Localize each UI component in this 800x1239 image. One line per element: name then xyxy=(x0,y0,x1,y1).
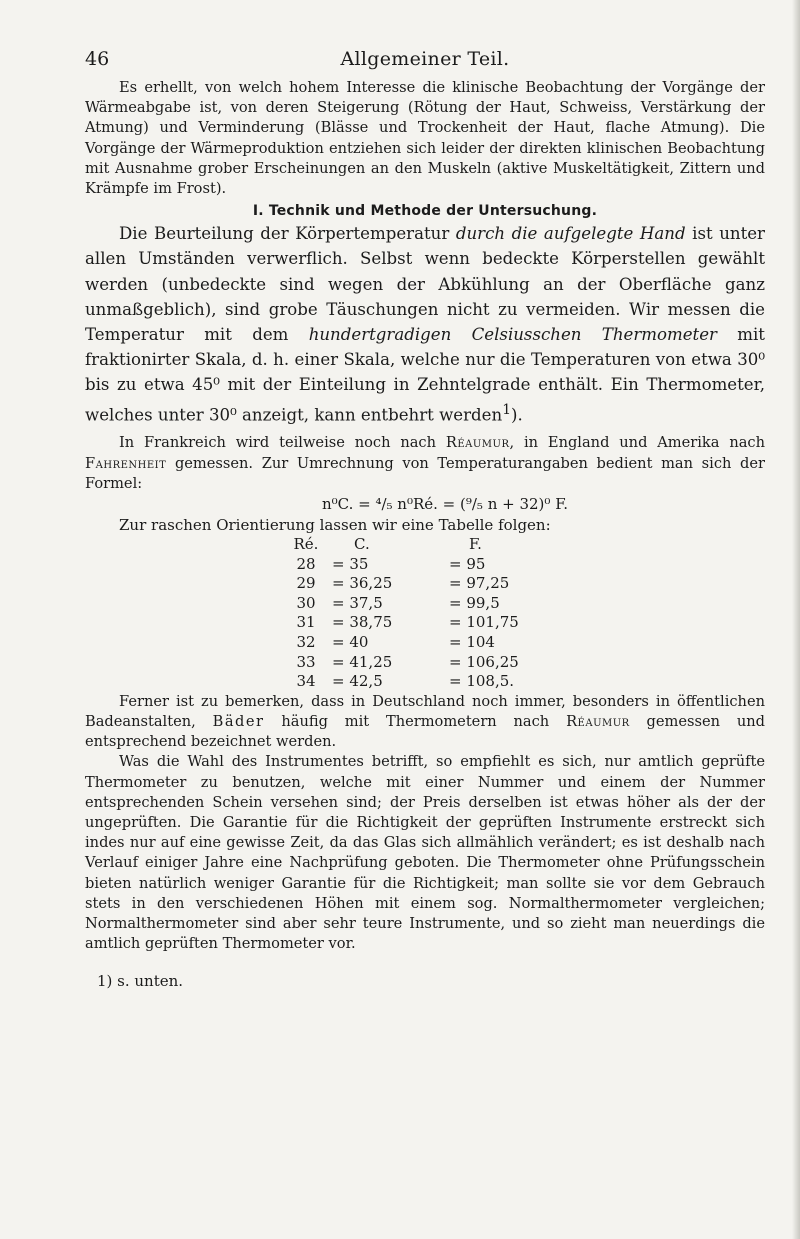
para3-text-1: In Frankreich wird teilweise noch nach xyxy=(119,434,446,452)
conversion-table xyxy=(280,535,559,692)
para2-emphasis-1: durch die aufgelegte Hand xyxy=(455,224,686,244)
para3-text-3: gemessen. Zur Umrechnung von Temperaturangaben bedient man sich der Formel: xyxy=(85,454,765,492)
paragraph-3 xyxy=(85,433,765,494)
cell-re: 34 xyxy=(296,672,316,691)
table-row xyxy=(280,653,559,673)
cell-f: = 108,5. xyxy=(449,672,515,691)
name-reaumur-2: Réaumur xyxy=(566,712,630,730)
table-row xyxy=(280,613,559,633)
cell-c: = 36,25 xyxy=(332,574,393,593)
cell-c: = 41,25 xyxy=(332,652,393,671)
cell-c: = 35 xyxy=(332,554,369,573)
section-heading: I. Technik und Methode der Untersuchung. xyxy=(252,203,598,220)
cell-re: 30 xyxy=(296,593,316,612)
cell-re: 28 xyxy=(296,554,316,573)
paragraph-1: Es erhellt, von welch hohem Interesse die klinische Beobachtung der Vorgänge der Wärmeabgabe ist, von deren Steigerung (Rötung der Haut, Schweiss, Verstärkung der Atmung) und Verminderung (Blässe und Trockenheit der Haut, flache Atmung). Die Vorgänge der Wärmeproduktion entziehen sich leider der direkten klinischen Beobachtung mit Ausnahme grober Erscheinungen an den Muskeln (aktive Muskeltätigkeit, Zittern und Krämpfe im Frost). xyxy=(85,79,765,198)
cell-f: = 99,5 xyxy=(449,593,500,612)
spaced-word-baeder: Bäder xyxy=(212,712,265,730)
paragraph-4 xyxy=(85,692,765,753)
cell-c: = 38,75 xyxy=(332,613,393,632)
name-reaumur: Réaumur xyxy=(445,434,510,452)
column-header-re: Ré. xyxy=(293,534,319,553)
para2-text-2: ist unter allen Umständen verwerflich. Selbst wenn bedeckte Körperstellen gewählt werden (unbedeckte sind wegen der Abkühlung an der Oberfläche ganz unmaßgeblich), sind grobe Täuschungen nicht zu vermeiden. Wir messen die Temperatur mit dem xyxy=(85,224,765,345)
conversion-formula: n⁰C. = ⁴/₅ n⁰Ré. = (⁹/₅ n + 32)⁰ F. xyxy=(321,494,569,513)
para4-text-3: gemessen und entsprechend bezeichnet werden. xyxy=(85,712,765,751)
cell-f: = 104 xyxy=(449,632,495,651)
table-row xyxy=(280,555,559,575)
cell-c: = 40 xyxy=(332,632,369,651)
cell-f: = 106,25 xyxy=(449,652,519,671)
para2-emphasis-2: hundertgradigen Celsiusschen Thermometer xyxy=(308,325,717,345)
paragraph-5: Was die Wahl des Instrumentes betrifft, so empfiehlt es sich, nur amtlich geprüfte Thermometer zu benutzen, welche mit einer Nummer und einem der Nummer entsprechenden Schein versehen sind; der Preis derselben ist etwas höher als der der ungeprüften. Die Garantie für die Richtigkeit der geprüften Instrumente erstreckt sich indes nur auf eine gewisse Zeit, da das Glas sich allmählich verändert; es ist deshalb nach Verlauf einiger Jahre eine Nachprüfung geboten. Die Thermometer ohne Prüfungsschein bieten natürlich weniger Garantie für die Richtigkeit; man sollte sie vor dem Gebrauch stets in den verschiedenen Höhen mit einem sog. Normalthermometer vergleichen; Normalthermometer sind aber sehr teure Instrumente, und so zieht man neuerdings die amtlich geprüften Thermometer vor. xyxy=(85,753,765,953)
para3-text-2: , in England und Amerika nach xyxy=(509,434,765,452)
page-number: 46 xyxy=(85,48,110,70)
cell-c: = 42,5 xyxy=(332,672,383,691)
cell-f: = 97,25 xyxy=(449,574,510,593)
cell-re: 32 xyxy=(296,632,316,651)
para4-text-2: häufig mit Thermometern nach xyxy=(264,712,567,730)
paragraph-2 xyxy=(85,221,765,427)
page-edge-shadow xyxy=(792,0,800,1239)
name-fahrenheit: Fahrenheit xyxy=(85,454,167,472)
page-header xyxy=(85,48,765,78)
cell-re: 31 xyxy=(296,613,316,632)
cell-c: = 37,5 xyxy=(332,593,383,612)
footnote-reference: 1 xyxy=(502,401,511,418)
table-intro: Zur raschen Orientierung lassen wir eine Tabelle folgen: xyxy=(119,515,551,534)
running-head: Allgemeiner Teil. xyxy=(340,48,510,70)
para2-text-4: ). xyxy=(511,405,523,425)
column-header-c: C. xyxy=(354,534,370,553)
table-row xyxy=(280,594,559,614)
para2-text-1: Die Beurteilung der Körpertemperatur xyxy=(119,224,456,244)
table-row xyxy=(280,672,559,692)
para4-text-1: Ferner ist zu bemerken, dass in Deutschland noch immer, besonders in öffentlichen Badeanstalten, xyxy=(85,692,765,730)
para2-text-3: mit fraktionirter Skala, d. h. einer Skala, welche nur die Temperaturen von etwa 30⁰ bis zu etwa 45⁰ mit der Einteilung in Zehntelgrade enthält. Ein Thermometer, welches unter 30⁰ anzeigt, kann entbehrt werden xyxy=(85,325,765,425)
cell-f: = 101,75 xyxy=(449,613,519,632)
cell-f: = 95 xyxy=(449,554,486,573)
table-row xyxy=(280,633,559,653)
page xyxy=(85,48,765,990)
cell-re: 29 xyxy=(296,574,316,593)
table-header-row xyxy=(280,535,559,555)
cell-re: 33 xyxy=(296,652,316,671)
footnote: 1) s. unten. xyxy=(97,972,184,991)
table-row xyxy=(280,574,559,594)
column-header-f: F. xyxy=(469,534,482,553)
